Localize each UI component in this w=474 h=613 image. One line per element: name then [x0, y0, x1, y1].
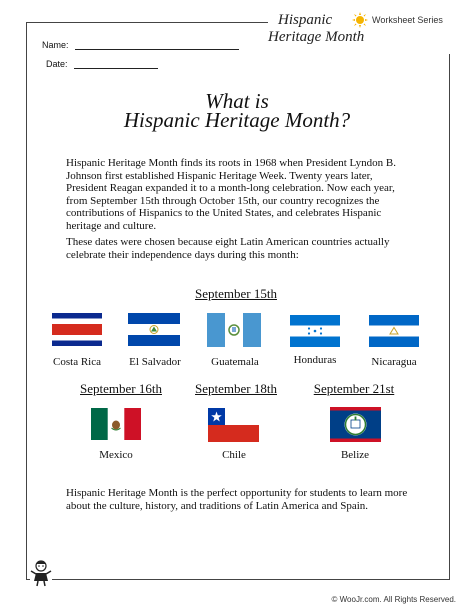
costa-rica-flag-icon	[52, 313, 102, 346]
date-heading-sep18: September 18th	[195, 381, 277, 396]
page-title-line-1: What is	[205, 89, 269, 113]
name-field	[42, 40, 239, 50]
guatemala-flag-icon	[207, 313, 261, 347]
country-belize: Belize	[340, 449, 370, 461]
date-heading-sep16: September 16th	[80, 381, 162, 396]
belize-flag-icon	[330, 407, 381, 442]
date-label: Date:	[46, 59, 68, 69]
honduras-flag-icon	[290, 315, 340, 347]
copyright-text: © WooJr.com. All Rights Reserved.	[331, 595, 456, 604]
brand-line-2: Heritage Month	[268, 29, 365, 45]
brand-line-1: Hispanic	[278, 12, 333, 28]
nicaragua-flag-icon	[369, 315, 419, 347]
country-guatemala: Guatemala	[211, 356, 259, 368]
name-label: Name:	[42, 40, 69, 50]
sun-icon	[352, 12, 368, 28]
country-chile: Chile	[222, 449, 246, 461]
intro-paragraph-1: Hispanic Heritage Month finds its roots in 1968 when President Lyndon B. Johnson first established Hispanic Heritage Week. Twenty years later, President Reagan expanded it to a month-long celebration. Now each year, from September 15th through October 15th, our country recognizes the contributions of Hispanics to the United States, and celebrates Hispanic heritage and culture.	[66, 157, 396, 232]
country-costa-rica: Costa Rica	[53, 356, 101, 368]
country-el-salvador: El Salvador	[129, 356, 181, 368]
brand-header	[268, 6, 474, 54]
date-heading-sep21: September 21st	[313, 381, 395, 396]
date-field	[46, 59, 158, 69]
country-nicaragua: Nicaragua	[371, 356, 417, 368]
mexico-flag-icon	[91, 408, 141, 440]
closing-paragraph: Hispanic Heritage Month is the perfect opportunity for students to learn more about the culture, history, and traditions of Latin America and Spain.	[66, 487, 408, 512]
series-label: Worksheet Series	[372, 15, 443, 25]
page-title-line-2: Hispanic Heritage Month?	[123, 108, 351, 132]
name-input-line[interactable]	[75, 40, 239, 50]
el-salvador-flag-icon	[128, 313, 180, 346]
country-mexico: Mexico	[99, 449, 133, 461]
mascot-logo-icon	[30, 559, 52, 587]
intro-paragraph-2: These dates were chosen because eight Latin American countries actually celebrate their independence days during this month:	[66, 236, 390, 261]
country-honduras: Honduras	[293, 354, 337, 366]
date-heading-sep15: September 15th	[195, 286, 277, 301]
date-input-line[interactable]	[74, 59, 158, 69]
chile-flag-icon	[208, 408, 259, 442]
